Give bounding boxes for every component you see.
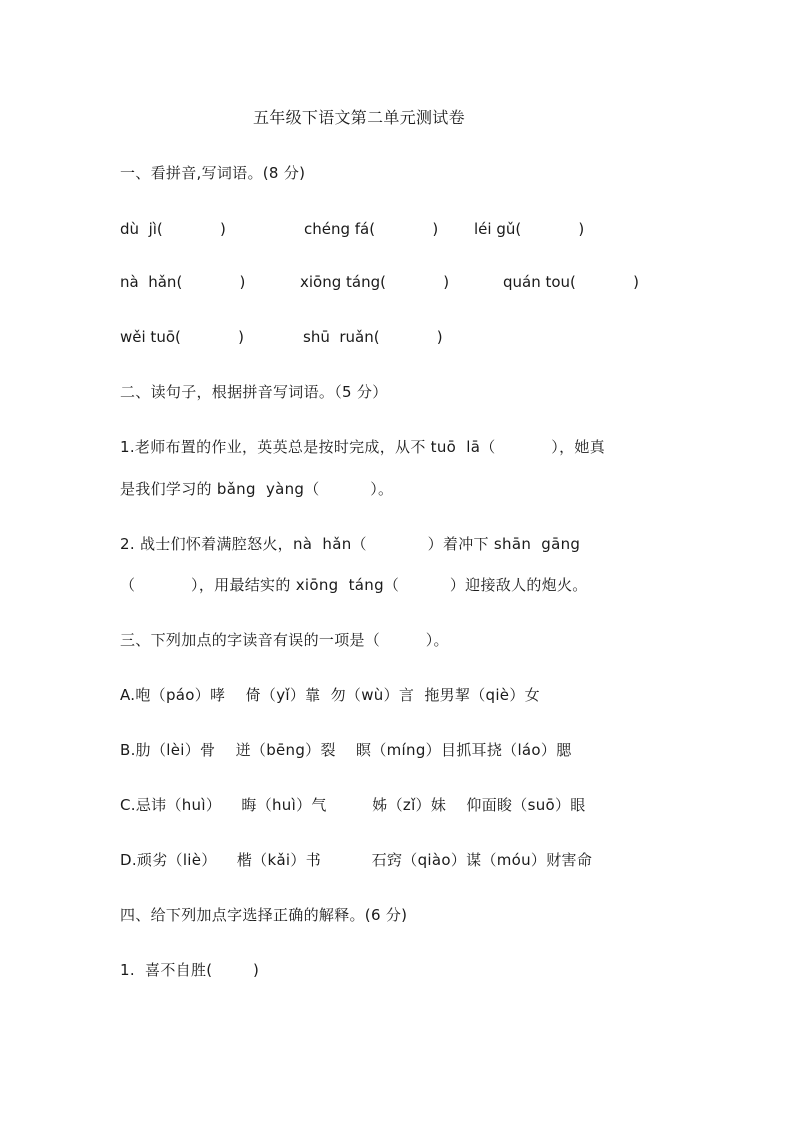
page-title: 五年级下语文第二单元测试卷	[253, 108, 465, 127]
section4-heading: 四、给下列加点字选择正确的解释。(6 分)	[120, 906, 408, 924]
section2-q2-line2: （ ），用最结实的 xiōng táng（ ）迎接敌人的炮火。	[120, 576, 588, 594]
section3-heading: 三、下列加点的字读音有误的一项是（ ）。	[120, 631, 449, 649]
pinyin-item-leigu: léi gǔ( )	[474, 220, 585, 238]
section1-heading: 一、看拼音,写词语。(8 分)	[120, 164, 306, 182]
pinyin-item-duji: dù jì( )	[120, 220, 226, 238]
section3-option-b: B.肋（lèi）骨 迸（bēng）裂 瞑（míng）目抓耳挠（láo）腮	[120, 741, 572, 759]
section4-q1: 1. 喜不自胜( )	[120, 961, 260, 979]
pinyin-item-weituo: wěi tuō( )	[120, 328, 244, 346]
section2-q1-line2: 是我们学习的 bǎng yàng（ ）。	[120, 480, 394, 498]
section3-option-c: C.忌讳（huì） 晦（huì）气 姊（zǐ）妹 仰面睃（suō）眼	[120, 796, 586, 814]
section3-option-a: A.咆（páo）哮 倚（yǐ）靠 勿（wù）言 拖男挈（qiè）女	[120, 686, 540, 704]
pinyin-item-chengfa: chéng fá( )	[304, 220, 439, 238]
pinyin-item-xiongtang: xiōng táng( )	[300, 273, 450, 291]
pinyin-item-nahan: nà hǎn( )	[120, 273, 246, 291]
pinyin-item-shuruan: shū ruǎn( )	[303, 328, 443, 346]
section2-q2-line1: 2. 战士们怀着满腔怒火，nà hǎn（ ）着冲下 shān gāng	[120, 535, 581, 553]
section2-q1-line1: 1.老师布置的作业，英英总是按时完成，从不 tuō lā（ ），她真	[120, 438, 605, 456]
pinyin-item-quantou: quán tou( )	[503, 273, 639, 291]
section2-heading: 二、读句子，根据拼音写词语。（5 分）	[120, 383, 388, 401]
section3-option-d: D.顽劣（liè） 楷（kǎi）书 石窍（qiào）谋（móu）财害命	[120, 851, 593, 869]
